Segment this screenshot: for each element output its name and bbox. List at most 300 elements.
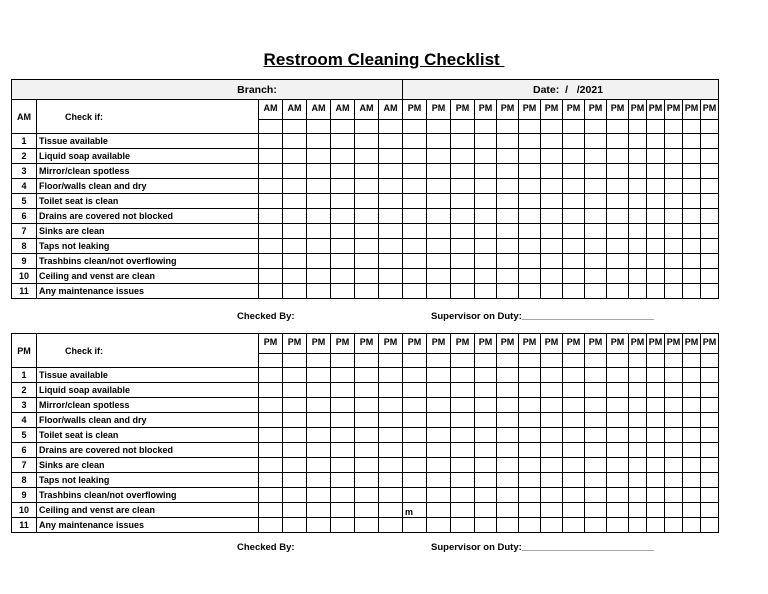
initials-cell[interactable] — [701, 120, 719, 134]
check-cell[interactable] — [283, 209, 307, 224]
check-cell[interactable] — [451, 239, 475, 254]
check-cell[interactable] — [307, 368, 331, 383]
check-cell[interactable] — [585, 503, 607, 518]
check-cell[interactable] — [629, 134, 647, 149]
initials-cell[interactable] — [307, 354, 331, 368]
check-cell[interactable] — [541, 398, 563, 413]
check-cell[interactable] — [403, 179, 427, 194]
check-cell[interactable] — [665, 254, 683, 269]
check-cell[interactable] — [683, 284, 701, 299]
check-cell[interactable] — [451, 458, 475, 473]
check-cell[interactable] — [497, 473, 519, 488]
check-cell[interactable] — [283, 224, 307, 239]
check-cell[interactable] — [629, 518, 647, 533]
check-cell[interactable] — [701, 518, 719, 533]
check-cell[interactable] — [629, 164, 647, 179]
check-cell[interactable] — [629, 503, 647, 518]
check-cell[interactable] — [563, 383, 585, 398]
initials-cell[interactable] — [379, 120, 403, 134]
check-cell[interactable] — [307, 518, 331, 533]
check-cell[interactable] — [683, 164, 701, 179]
check-cell[interactable] — [379, 239, 403, 254]
check-cell[interactable] — [683, 488, 701, 503]
check-cell[interactable] — [307, 209, 331, 224]
check-cell[interactable] — [519, 269, 541, 284]
check-cell[interactable] — [497, 269, 519, 284]
check-cell[interactable] — [259, 413, 283, 428]
check-cell[interactable] — [683, 239, 701, 254]
initials-cell[interactable] — [451, 354, 475, 368]
check-cell[interactable] — [629, 224, 647, 239]
check-cell[interactable] — [519, 488, 541, 503]
check-cell[interactable] — [331, 269, 355, 284]
check-cell[interactable] — [541, 224, 563, 239]
check-cell[interactable] — [283, 368, 307, 383]
check-cell[interactable] — [701, 239, 719, 254]
check-cell[interactable] — [427, 164, 451, 179]
check-cell[interactable] — [541, 488, 563, 503]
check-cell[interactable] — [355, 503, 379, 518]
check-cell[interactable] — [683, 254, 701, 269]
check-cell[interactable] — [629, 239, 647, 254]
check-cell[interactable] — [259, 488, 283, 503]
check-cell[interactable] — [665, 383, 683, 398]
check-cell[interactable] — [541, 179, 563, 194]
check-cell[interactable] — [497, 428, 519, 443]
check-cell[interactable] — [519, 254, 541, 269]
check-cell[interactable] — [331, 149, 355, 164]
check-cell[interactable] — [629, 269, 647, 284]
check-cell[interactable] — [683, 413, 701, 428]
check-cell[interactable] — [307, 428, 331, 443]
check-cell[interactable] — [665, 443, 683, 458]
check-cell[interactable] — [497, 134, 519, 149]
check-cell[interactable] — [563, 503, 585, 518]
check-cell[interactable] — [585, 224, 607, 239]
check-cell[interactable] — [497, 413, 519, 428]
check-cell[interactable] — [403, 254, 427, 269]
check-cell[interactable] — [563, 134, 585, 149]
check-cell[interactable] — [629, 209, 647, 224]
check-cell[interactable] — [701, 194, 719, 209]
check-cell[interactable] — [283, 413, 307, 428]
check-cell[interactable] — [607, 473, 629, 488]
check-cell[interactable] — [647, 164, 665, 179]
check-cell[interactable] — [647, 179, 665, 194]
check-cell[interactable] — [379, 179, 403, 194]
check-cell[interactable] — [497, 179, 519, 194]
check-cell[interactable] — [683, 383, 701, 398]
check-cell[interactable] — [647, 224, 665, 239]
check-cell[interactable] — [541, 269, 563, 284]
check-cell[interactable] — [701, 428, 719, 443]
check-cell[interactable] — [607, 164, 629, 179]
check-cell[interactable] — [259, 194, 283, 209]
check-cell[interactable] — [403, 164, 427, 179]
check-cell[interactable] — [355, 239, 379, 254]
check-cell[interactable] — [283, 179, 307, 194]
check-cell[interactable] — [665, 473, 683, 488]
check-cell[interactable] — [475, 458, 497, 473]
check-cell[interactable] — [541, 428, 563, 443]
initials-cell[interactable] — [355, 354, 379, 368]
initials-cell[interactable] — [541, 354, 563, 368]
check-cell[interactable] — [585, 284, 607, 299]
check-cell[interactable] — [701, 254, 719, 269]
check-cell[interactable] — [585, 239, 607, 254]
check-cell[interactable] — [647, 518, 665, 533]
check-cell[interactable] — [607, 269, 629, 284]
check-cell[interactable] — [585, 269, 607, 284]
check-cell[interactable] — [259, 383, 283, 398]
check-cell[interactable] — [563, 398, 585, 413]
check-cell[interactable] — [519, 284, 541, 299]
check-cell[interactable] — [427, 458, 451, 473]
check-cell[interactable] — [607, 518, 629, 533]
check-cell[interactable] — [683, 179, 701, 194]
check-cell[interactable] — [629, 383, 647, 398]
check-cell[interactable] — [629, 413, 647, 428]
check-cell[interactable] — [355, 209, 379, 224]
check-cell[interactable] — [331, 488, 355, 503]
check-cell[interactable] — [259, 503, 283, 518]
check-cell[interactable] — [475, 209, 497, 224]
check-cell[interactable] — [403, 428, 427, 443]
check-cell[interactable] — [519, 179, 541, 194]
check-cell[interactable] — [497, 383, 519, 398]
check-cell[interactable] — [403, 518, 427, 533]
check-cell[interactable] — [379, 518, 403, 533]
check-cell[interactable] — [585, 413, 607, 428]
check-cell[interactable] — [307, 179, 331, 194]
check-cell[interactable] — [403, 134, 427, 149]
check-cell[interactable] — [451, 518, 475, 533]
check-cell[interactable] — [541, 368, 563, 383]
check-cell[interactable] — [563, 269, 585, 284]
check-cell[interactable] — [701, 134, 719, 149]
check-cell[interactable] — [451, 194, 475, 209]
check-cell[interactable] — [585, 488, 607, 503]
check-cell[interactable] — [283, 383, 307, 398]
check-cell[interactable] — [683, 473, 701, 488]
check-cell[interactable] — [331, 503, 355, 518]
check-cell[interactable] — [259, 284, 283, 299]
check-cell[interactable] — [647, 269, 665, 284]
check-cell[interactable] — [259, 518, 283, 533]
initials-cell[interactable] — [607, 120, 629, 134]
check-cell[interactable] — [283, 473, 307, 488]
check-cell[interactable] — [451, 269, 475, 284]
check-cell[interactable] — [475, 179, 497, 194]
check-cell[interactable] — [607, 254, 629, 269]
check-cell[interactable] — [665, 398, 683, 413]
check-cell[interactable] — [403, 398, 427, 413]
check-cell[interactable] — [355, 284, 379, 299]
check-cell[interactable] — [379, 254, 403, 269]
check-cell[interactable] — [497, 239, 519, 254]
check-cell[interactable] — [331, 194, 355, 209]
check-cell[interactable] — [607, 413, 629, 428]
check-cell[interactable] — [683, 398, 701, 413]
check-cell[interactable] — [701, 413, 719, 428]
check-cell[interactable] — [665, 518, 683, 533]
check-cell[interactable] — [331, 284, 355, 299]
check-cell[interactable] — [451, 473, 475, 488]
check-cell[interactable] — [403, 209, 427, 224]
check-cell[interactable] — [647, 239, 665, 254]
check-cell[interactable] — [701, 383, 719, 398]
check-cell[interactable] — [451, 164, 475, 179]
check-cell[interactable] — [541, 284, 563, 299]
check-cell[interactable] — [379, 413, 403, 428]
initials-cell[interactable] — [403, 354, 427, 368]
check-cell[interactable] — [519, 458, 541, 473]
check-cell[interactable] — [607, 224, 629, 239]
check-cell[interactable] — [307, 503, 331, 518]
check-cell[interactable] — [541, 149, 563, 164]
check-cell[interactable] — [563, 254, 585, 269]
check-cell[interactable] — [403, 224, 427, 239]
check-cell[interactable] — [629, 194, 647, 209]
check-cell[interactable] — [607, 134, 629, 149]
check-cell[interactable] — [607, 398, 629, 413]
initials-cell[interactable] — [629, 120, 647, 134]
check-cell[interactable] — [607, 383, 629, 398]
check-cell[interactable] — [585, 428, 607, 443]
check-cell[interactable] — [355, 194, 379, 209]
check-cell[interactable] — [331, 254, 355, 269]
check-cell[interactable] — [307, 269, 331, 284]
check-cell[interactable] — [665, 149, 683, 164]
check-cell[interactable] — [307, 458, 331, 473]
check-cell[interactable] — [665, 428, 683, 443]
check-cell[interactable] — [585, 134, 607, 149]
check-cell[interactable] — [283, 194, 307, 209]
check-cell[interactable] — [451, 284, 475, 299]
check-cell[interactable] — [585, 383, 607, 398]
check-cell[interactable] — [541, 518, 563, 533]
check-cell[interactable] — [541, 134, 563, 149]
check-cell[interactable] — [647, 428, 665, 443]
check-cell[interactable] — [683, 269, 701, 284]
check-cell[interactable] — [647, 383, 665, 398]
check-cell[interactable] — [283, 284, 307, 299]
check-cell[interactable] — [563, 194, 585, 209]
check-cell[interactable] — [665, 458, 683, 473]
check-cell[interactable] — [427, 383, 451, 398]
check-cell[interactable] — [451, 428, 475, 443]
check-cell[interactable] — [563, 488, 585, 503]
check-cell[interactable] — [475, 239, 497, 254]
check-cell[interactable] — [307, 239, 331, 254]
check-cell[interactable] — [563, 368, 585, 383]
check-cell[interactable] — [563, 413, 585, 428]
check-cell[interactable] — [379, 473, 403, 488]
initials-cell[interactable] — [519, 354, 541, 368]
check-cell[interactable] — [541, 458, 563, 473]
check-cell[interactable] — [259, 209, 283, 224]
initials-cell[interactable] — [259, 120, 283, 134]
check-cell[interactable] — [629, 443, 647, 458]
check-cell[interactable] — [331, 224, 355, 239]
check-cell[interactable] — [701, 503, 719, 518]
check-cell[interactable] — [307, 398, 331, 413]
check-cell[interactable] — [259, 224, 283, 239]
check-cell[interactable] — [331, 443, 355, 458]
check-cell[interactable] — [307, 473, 331, 488]
check-cell[interactable] — [701, 209, 719, 224]
check-cell[interactable] — [475, 443, 497, 458]
initials-cell[interactable] — [283, 120, 307, 134]
check-cell[interactable] — [629, 458, 647, 473]
check-cell[interactable] — [307, 194, 331, 209]
check-cell[interactable] — [519, 239, 541, 254]
check-cell[interactable] — [307, 254, 331, 269]
check-cell[interactable] — [519, 164, 541, 179]
check-cell[interactable] — [475, 413, 497, 428]
check-cell[interactable] — [629, 149, 647, 164]
check-cell[interactable] — [585, 164, 607, 179]
check-cell[interactable] — [451, 254, 475, 269]
check-cell[interactable] — [475, 149, 497, 164]
check-cell[interactable] — [541, 413, 563, 428]
check-cell[interactable] — [283, 518, 307, 533]
initials-cell[interactable] — [665, 120, 683, 134]
check-cell[interactable] — [403, 488, 427, 503]
check-cell[interactable] — [283, 134, 307, 149]
check-cell[interactable] — [541, 254, 563, 269]
check-cell[interactable] — [665, 194, 683, 209]
initials-cell[interactable] — [331, 354, 355, 368]
check-cell[interactable] — [607, 488, 629, 503]
check-cell[interactable] — [259, 254, 283, 269]
check-cell[interactable] — [283, 239, 307, 254]
check-cell[interactable] — [427, 398, 451, 413]
check-cell[interactable] — [497, 518, 519, 533]
check-cell[interactable] — [683, 518, 701, 533]
initials-cell[interactable] — [451, 120, 475, 134]
check-cell[interactable] — [451, 134, 475, 149]
check-cell[interactable] — [427, 179, 451, 194]
check-cell[interactable] — [379, 443, 403, 458]
check-cell[interactable] — [283, 398, 307, 413]
check-cell[interactable] — [355, 134, 379, 149]
check-cell[interactable] — [665, 164, 683, 179]
initials-cell[interactable] — [585, 354, 607, 368]
check-cell[interactable] — [307, 413, 331, 428]
check-cell[interactable] — [259, 443, 283, 458]
check-cell[interactable] — [403, 149, 427, 164]
check-cell[interactable] — [701, 269, 719, 284]
check-cell[interactable] — [497, 488, 519, 503]
check-cell[interactable] — [497, 398, 519, 413]
check-cell[interactable] — [701, 149, 719, 164]
check-cell[interactable] — [607, 503, 629, 518]
initials-cell[interactable] — [683, 354, 701, 368]
check-cell[interactable] — [683, 428, 701, 443]
check-cell[interactable] — [665, 179, 683, 194]
check-cell[interactable] — [647, 458, 665, 473]
check-cell[interactable] — [259, 269, 283, 284]
check-cell[interactable] — [331, 458, 355, 473]
check-cell[interactable] — [701, 164, 719, 179]
check-cell[interactable] — [403, 473, 427, 488]
check-cell[interactable] — [307, 164, 331, 179]
check-cell[interactable] — [451, 179, 475, 194]
check-cell[interactable] — [259, 428, 283, 443]
check-cell[interactable] — [427, 368, 451, 383]
check-cell[interactable] — [563, 518, 585, 533]
check-cell[interactable] — [647, 209, 665, 224]
check-cell[interactable] — [585, 443, 607, 458]
check-cell[interactable] — [259, 239, 283, 254]
initials-cell[interactable] — [331, 120, 355, 134]
check-cell[interactable] — [683, 194, 701, 209]
check-cell[interactable] — [647, 254, 665, 269]
check-cell[interactable] — [451, 368, 475, 383]
check-cell[interactable] — [647, 398, 665, 413]
check-cell[interactable] — [475, 284, 497, 299]
check-cell[interactable] — [585, 149, 607, 164]
check-cell[interactable] — [607, 209, 629, 224]
check-cell[interactable] — [607, 239, 629, 254]
check-cell[interactable] — [647, 368, 665, 383]
initials-cell[interactable] — [497, 120, 519, 134]
check-cell[interactable] — [427, 518, 451, 533]
check-cell[interactable] — [585, 179, 607, 194]
check-cell[interactable] — [307, 224, 331, 239]
check-cell[interactable] — [607, 194, 629, 209]
check-cell[interactable] — [403, 368, 427, 383]
check-cell[interactable] — [475, 224, 497, 239]
check-cell[interactable] — [355, 179, 379, 194]
check-cell[interactable] — [607, 443, 629, 458]
initials-cell[interactable] — [647, 354, 665, 368]
check-cell[interactable] — [379, 284, 403, 299]
check-cell[interactable] — [427, 209, 451, 224]
check-cell[interactable] — [403, 443, 427, 458]
check-cell[interactable] — [519, 149, 541, 164]
check-cell[interactable] — [541, 164, 563, 179]
check-cell[interactable] — [475, 503, 497, 518]
check-cell[interactable] — [259, 149, 283, 164]
check-cell[interactable] — [379, 269, 403, 284]
check-cell[interactable] — [647, 194, 665, 209]
initials-cell[interactable] — [283, 354, 307, 368]
check-cell[interactable] — [563, 179, 585, 194]
initials-cell[interactable] — [475, 354, 497, 368]
check-cell[interactable] — [647, 134, 665, 149]
check-cell[interactable] — [475, 518, 497, 533]
check-cell[interactable] — [451, 383, 475, 398]
check-cell[interactable] — [607, 284, 629, 299]
check-cell[interactable] — [541, 473, 563, 488]
check-cell[interactable] — [331, 209, 355, 224]
check-cell[interactable] — [647, 284, 665, 299]
check-cell[interactable] — [519, 194, 541, 209]
check-cell[interactable] — [355, 149, 379, 164]
check-cell[interactable] — [563, 428, 585, 443]
check-cell[interactable] — [629, 398, 647, 413]
initials-cell[interactable] — [355, 120, 379, 134]
check-cell[interactable] — [497, 443, 519, 458]
check-cell[interactable] — [259, 458, 283, 473]
check-cell[interactable] — [283, 149, 307, 164]
check-cell[interactable] — [701, 179, 719, 194]
check-cell[interactable] — [379, 209, 403, 224]
check-cell[interactable] — [563, 443, 585, 458]
check-cell[interactable] — [283, 254, 307, 269]
